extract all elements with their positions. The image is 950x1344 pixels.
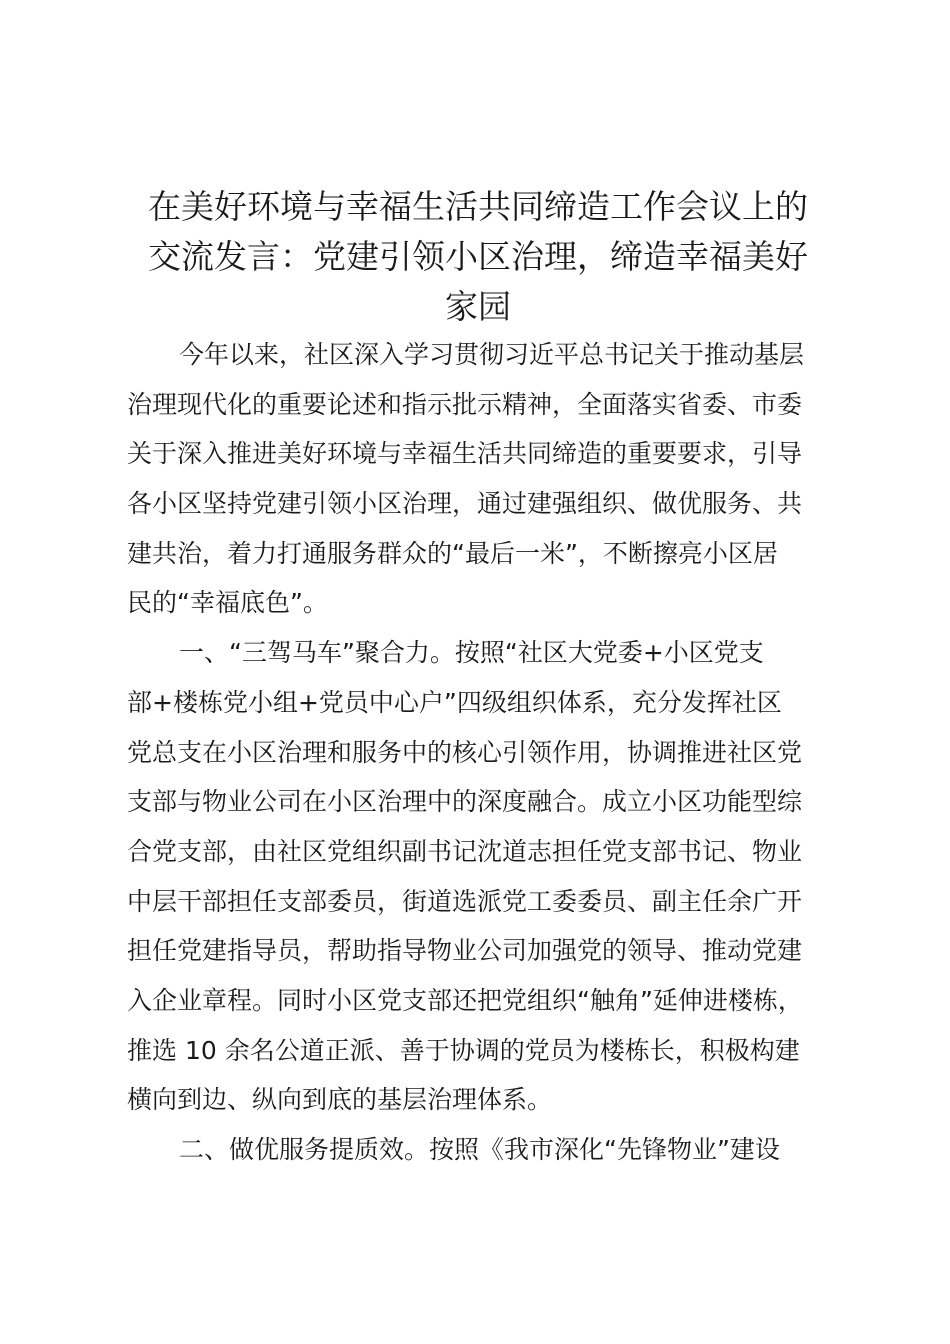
paragraph-intro-line: 治理现代化的重要论述和指示批示精神，全面落实省委、市委	[127, 389, 803, 419]
title-line: 交流发言：党建引领小区治理，缔造幸福美好	[148, 237, 808, 276]
paragraph-section-one-line: 入企业章程。同时小区党支部还把党组织“触角”延伸进楼栋，	[127, 985, 803, 1015]
paragraph-section-one-line: 一、“三驾马车”聚合力。按照“社区大党委+小区党支	[179, 638, 764, 668]
paragraph-section-one-line: 党总支在小区治理和服务中的核心引领作用，协调推进社区党	[127, 737, 803, 767]
paragraph-section-one-line: 合党支部，由社区党组织副书记沈道志担任党支部书记、物业	[127, 836, 803, 866]
paragraph-section-one-line: 部+楼栋党小组+党员中心户”四级组织体系，充分发挥社区	[127, 687, 782, 717]
document-body	[127, 330, 867, 1175]
paragraph-intro-line: 关于深入推进美好环境与幸福生活共同缔造的重要要求，引导	[127, 439, 803, 469]
paragraph-intro-line: 建共治，着力打通服务群众的“最后一米”，不断擦亮小区居	[127, 538, 778, 568]
paragraph-section-two-line: 二、做优服务提质效。按照《我市深化“先锋物业”建设	[179, 1135, 780, 1164]
document-title	[120, 182, 836, 332]
paragraph-section-one-line: 横向到边、纵向到底的基层治理体系。	[127, 1085, 553, 1115]
paragraph-section-one-line: 支部与物业公司在小区治理中的深度融合。成立小区功能型综	[127, 787, 803, 817]
title-line: 在美好环境与幸福生活共同缔造工作会议上的	[148, 187, 808, 226]
paragraph-intro-line: 今年以来，社区深入学习贯彻习近平总书记关于推动基层	[179, 340, 805, 369]
paragraph-section-one-line: 担任党建指导员，帮助指导物业公司加强党的领导、推动党建	[127, 936, 803, 966]
paragraph-intro-line: 各小区坚持党建引领小区治理，通过建强组织、做优服务、共	[127, 489, 803, 519]
paragraph-section-one-line: 中层干部担任支部委员，街道选派党工委委员、副主任余广开	[127, 886, 803, 916]
title-line: 家园	[445, 287, 511, 326]
paragraph-section-one-line: 推选 10 余名公道正派、善于协调的党员为楼栋长，积极构建	[127, 1035, 800, 1065]
paragraph-intro-line: 民的“幸福底色”。	[127, 588, 328, 618]
